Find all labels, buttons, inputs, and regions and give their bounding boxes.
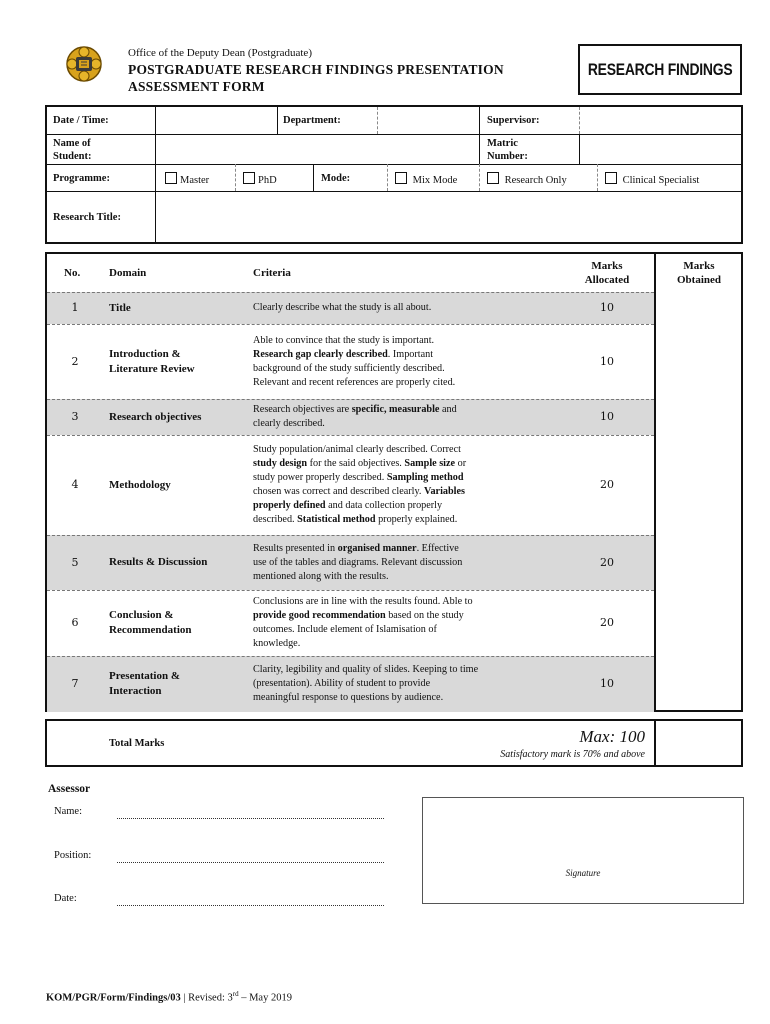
row-criteria: Conclusions are in line with the results found. Able to provide good recommendation based on the study outcomes. Include element of Islamisation of knowledge. bbox=[253, 596, 473, 649]
row-criteria: Clarity, legibility and quality of slides. Keeping to time (presentation). Ability of student to provide meaningful response to questions by audience. bbox=[253, 664, 479, 703]
row-marks-allocated: 10 bbox=[600, 677, 614, 690]
row-domain: Research objectives bbox=[109, 410, 202, 423]
research-only-label: Research Only bbox=[504, 175, 567, 186]
form-badge-text: RESEARCH FINDINGS bbox=[587, 59, 733, 79]
header-alloc-l2: Allocated bbox=[584, 274, 630, 286]
total-divider bbox=[654, 721, 656, 765]
satisfactory-note: Satisfactory mark is 70% and above bbox=[500, 749, 645, 760]
phd-label: PhD bbox=[258, 175, 277, 186]
info-row-1 bbox=[47, 107, 741, 135]
row-domain: Introduction & Literature Review bbox=[109, 347, 195, 375]
programme-label: Programme: bbox=[53, 173, 110, 184]
header-obt-l1: Marks bbox=[683, 260, 715, 272]
assessor-date-field[interactable] bbox=[117, 905, 384, 906]
header-alloc-l1: Marks bbox=[591, 260, 623, 272]
row-domain: Methodology bbox=[109, 478, 171, 491]
max-marks: Max: 100 bbox=[579, 727, 645, 746]
header-marks-obtained bbox=[657, 259, 741, 287]
criteria-table bbox=[45, 252, 743, 712]
criteria-row bbox=[47, 535, 654, 590]
criteria-row bbox=[47, 590, 654, 656]
clinical-option[interactable] bbox=[605, 172, 699, 186]
signature-label: Signature bbox=[565, 868, 601, 878]
row-marks-allocated: 10 bbox=[600, 410, 614, 423]
research-only-option[interactable] bbox=[487, 172, 567, 186]
signature-box[interactable] bbox=[422, 797, 744, 904]
research-title-label: Research Title: bbox=[53, 212, 121, 223]
info-row-2 bbox=[47, 134, 741, 165]
info-row-4 bbox=[47, 191, 741, 242]
info-row-3 bbox=[47, 164, 741, 192]
criteria-row bbox=[47, 656, 654, 712]
row-criteria: Research objectives are specific, measurable and clearly described. bbox=[253, 404, 457, 429]
total-marks-label: Total Marks bbox=[109, 738, 165, 749]
footer-revised: | Revised: 3 bbox=[180, 992, 233, 1004]
obtained-divider bbox=[654, 254, 656, 710]
row-marks-allocated: 20 bbox=[600, 478, 614, 491]
row-domain: Presentation & Interaction bbox=[109, 670, 180, 697]
student-name-label-l2: Student: bbox=[53, 151, 92, 162]
master-option[interactable] bbox=[165, 172, 209, 186]
phd-checkbox[interactable] bbox=[243, 172, 255, 184]
matric-label-l2: Number: bbox=[487, 151, 528, 162]
assessor-date-label: Date: bbox=[54, 893, 77, 904]
header-no: No. bbox=[64, 267, 81, 279]
matric-label-l1: Matric bbox=[487, 138, 518, 149]
row-number: 3 bbox=[71, 410, 79, 423]
supervisor-label: Supervisor: bbox=[487, 115, 540, 126]
row-domain: Results & Discussion bbox=[109, 556, 208, 568]
assessor-name-label: Name: bbox=[54, 806, 82, 817]
student-name-label bbox=[53, 137, 92, 163]
total-row bbox=[45, 719, 743, 767]
row-number: 7 bbox=[71, 677, 79, 690]
matric-label bbox=[487, 137, 528, 163]
header-criteria: Criteria bbox=[253, 267, 291, 279]
criteria-row bbox=[47, 435, 654, 535]
header-marks-allocated bbox=[567, 259, 647, 287]
office-name: Office of the Deputy Dean (Postgraduate) bbox=[128, 47, 312, 59]
phd-option[interactable] bbox=[243, 172, 277, 186]
header-domain: Domain bbox=[109, 267, 147, 279]
row-number: 4 bbox=[71, 478, 79, 491]
row-number: 5 bbox=[71, 555, 79, 569]
assessor-name-field[interactable] bbox=[117, 818, 384, 819]
row-number: 6 bbox=[71, 616, 79, 629]
clinical-checkbox[interactable] bbox=[605, 172, 617, 184]
form-title-line2: ASSESSMENT FORM bbox=[128, 79, 265, 94]
department-label: Department: bbox=[283, 115, 341, 126]
row-domain: Conclusion & Recommendation bbox=[109, 609, 192, 636]
form-badge bbox=[578, 44, 742, 95]
row-marks-allocated: 20 bbox=[600, 555, 614, 569]
row-criteria: Study population/animal clearly described. Correct study design for the said objectives. Sample size or study power properly described. Sampling method chosen was correct and described clearly. Variables properly defined and data collection properly described. Statistical method properly explained. bbox=[253, 444, 467, 525]
row-marks-allocated: 10 bbox=[600, 301, 614, 314]
mix-mode-option[interactable] bbox=[395, 172, 457, 186]
clinical-label: Clinical Specialist bbox=[622, 175, 700, 186]
row-criteria: Results presented in organised manner. Effective use of the tables and diagrams. Relevant discussion mentioned along with the results. bbox=[253, 542, 463, 582]
student-info-table bbox=[45, 105, 743, 244]
form-title-line1: POSTGRADUATE RESEARCH FINDINGS PRESENTATION bbox=[128, 62, 504, 77]
criteria-row bbox=[47, 292, 654, 324]
footer-superscript: rd bbox=[232, 990, 239, 998]
row-criteria: Clearly describe what the study is all about. bbox=[253, 302, 432, 313]
assessor-position-label: Position: bbox=[54, 850, 92, 861]
student-name-label-l1: Name of bbox=[53, 138, 91, 149]
mix-mode-checkbox[interactable] bbox=[395, 172, 407, 184]
footer bbox=[46, 990, 292, 1004]
mode-label: Mode: bbox=[321, 173, 351, 184]
row-criteria: Able to convince that the study is important. Research gap clearly described. Important background of the study sufficiently described. Relevant and recent references are properly cited. bbox=[253, 334, 456, 388]
row-marks-allocated: 10 bbox=[600, 354, 614, 368]
row-number: 1 bbox=[71, 301, 79, 314]
row-marks-allocated: 20 bbox=[600, 616, 614, 629]
criteria-row bbox=[47, 324, 654, 399]
master-checkbox[interactable] bbox=[165, 172, 177, 184]
assessor-heading: Assessor bbox=[48, 783, 91, 795]
row-number: 2 bbox=[71, 354, 79, 368]
footer-form-code: KOM/PGR/Form/Findings/03 bbox=[46, 992, 181, 1004]
row-domain: Title bbox=[109, 301, 131, 314]
assessor-position-field[interactable] bbox=[117, 862, 384, 863]
master-label: Master bbox=[180, 175, 210, 186]
header-obt-l2: Obtained bbox=[676, 274, 721, 286]
criteria-row bbox=[47, 399, 654, 435]
date-time-label: Date / Time: bbox=[53, 115, 109, 126]
mix-mode-label: Mix Mode bbox=[412, 175, 458, 186]
footer-revised-date: – May 2019 bbox=[238, 992, 292, 1004]
research-only-checkbox[interactable] bbox=[487, 172, 499, 184]
crest-icon bbox=[64, 44, 104, 84]
